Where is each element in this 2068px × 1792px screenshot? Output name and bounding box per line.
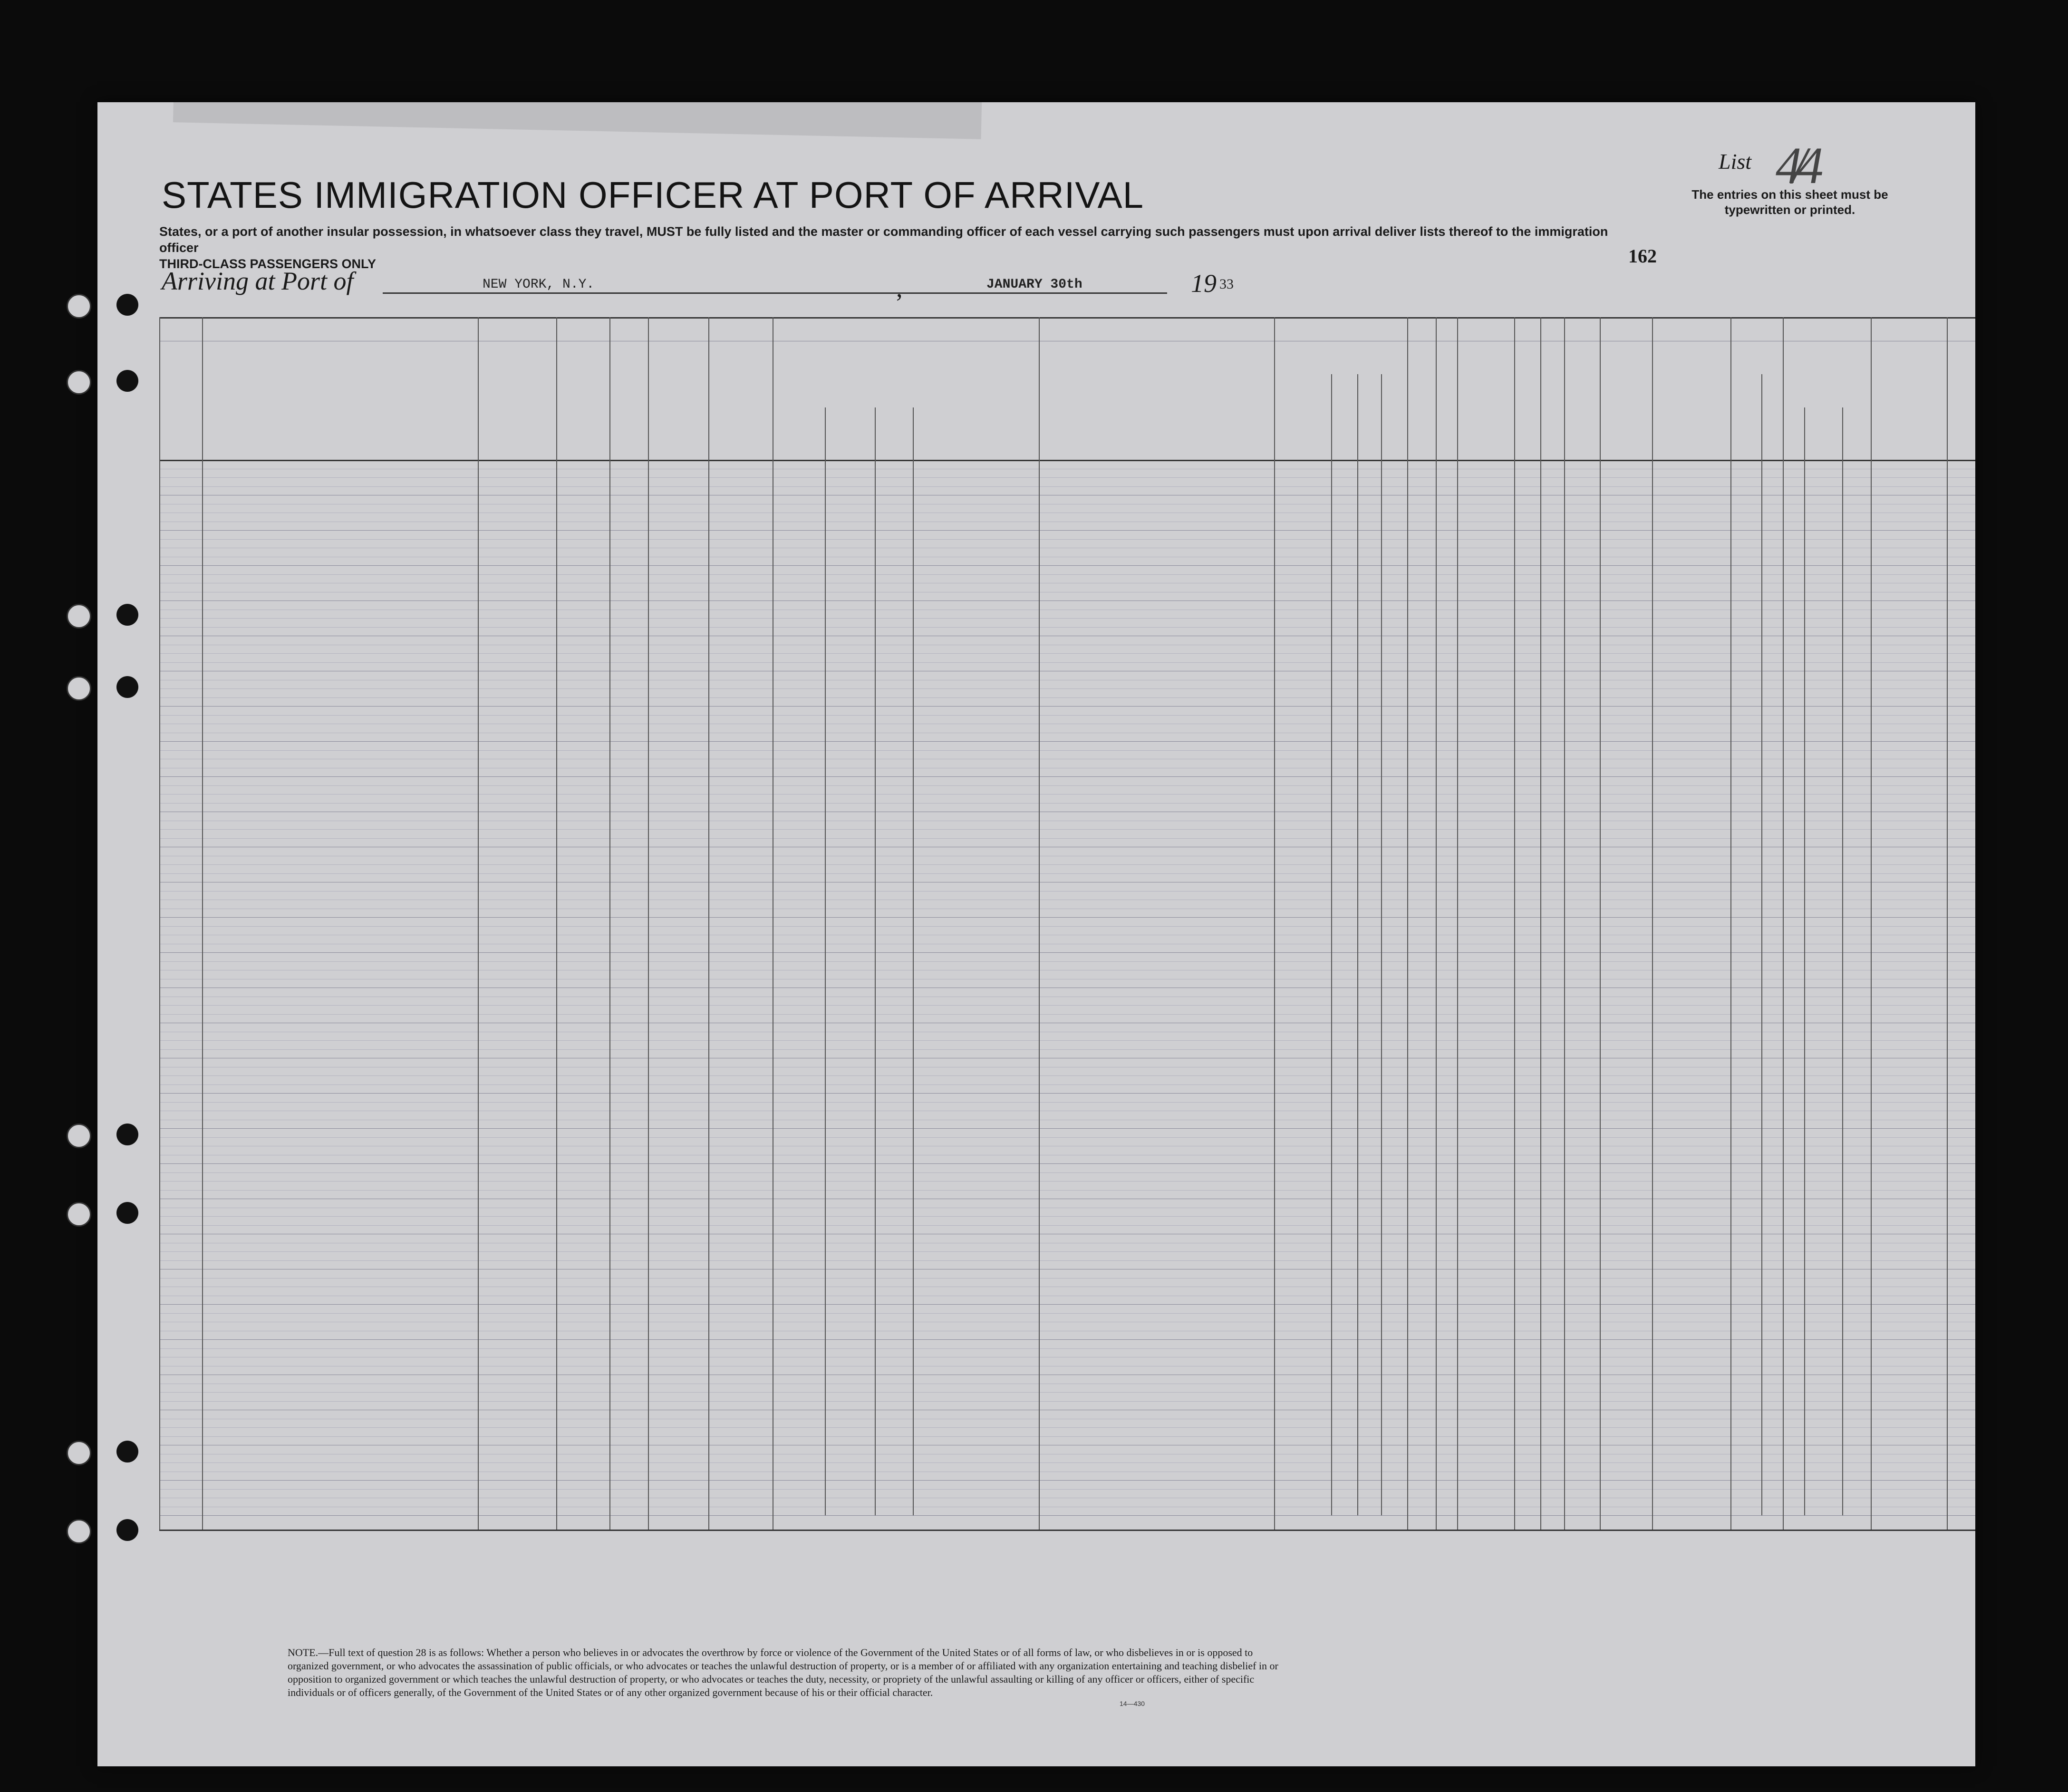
year-prefix: 19 bbox=[1191, 269, 1217, 298]
rule-row bbox=[159, 706, 1975, 707]
rule-minor bbox=[159, 486, 1975, 487]
rule-minor bbox=[159, 1260, 1975, 1261]
rule-minor bbox=[159, 1216, 1975, 1217]
binder-hole bbox=[67, 604, 91, 629]
list-label: List bbox=[1719, 149, 1752, 174]
rule-column bbox=[1783, 317, 1784, 1530]
page-title: STATES IMMIGRATION OFFICER AT PORT OF ARRIVAL bbox=[162, 174, 1144, 216]
rule-row bbox=[159, 1515, 1975, 1516]
binder-hole bbox=[67, 1202, 91, 1227]
subtitle bbox=[159, 223, 1633, 272]
rule-column bbox=[1600, 317, 1601, 1530]
binder-hole bbox=[67, 1441, 91, 1465]
subtitle-line-2: THIRD-CLASS PASSENGERS ONLY bbox=[159, 257, 377, 271]
rule-row bbox=[159, 917, 1975, 918]
rule-row bbox=[159, 776, 1975, 777]
rule-minor bbox=[159, 1392, 1975, 1393]
rule-minor bbox=[159, 864, 1975, 865]
rule-subcolumn bbox=[1761, 374, 1762, 1515]
rule-minor bbox=[159, 1313, 1975, 1314]
rule-row bbox=[159, 565, 1975, 566]
binder-hole bbox=[116, 1519, 138, 1541]
rule-minor bbox=[159, 838, 1975, 839]
rule-column bbox=[159, 317, 160, 1530]
arriving-label: Arriving at Port of bbox=[162, 267, 354, 295]
binder-hole bbox=[67, 1519, 91, 1544]
rule-minor bbox=[159, 1137, 1975, 1138]
rule-row bbox=[159, 1480, 1975, 1481]
binder-hole bbox=[67, 294, 91, 319]
rule-column bbox=[1457, 317, 1458, 1530]
manifest-table bbox=[159, 317, 1975, 1603]
rule-column bbox=[1540, 317, 1541, 1530]
rule-minor bbox=[159, 1489, 1975, 1490]
separator-comma: , bbox=[896, 274, 903, 302]
rule-subcolumn bbox=[913, 407, 914, 1515]
rule-column bbox=[1274, 317, 1275, 1530]
rule-minor bbox=[159, 688, 1975, 689]
rule-subcolumn bbox=[1730, 374, 1731, 1515]
rule-subcolumn bbox=[1357, 374, 1358, 1515]
binder-hole bbox=[116, 1202, 138, 1224]
torn-paper-edge bbox=[173, 102, 982, 139]
rule-minor bbox=[159, 627, 1975, 628]
rule-minor bbox=[159, 1251, 1975, 1252]
rule-row bbox=[159, 1128, 1975, 1129]
rule-minor bbox=[159, 873, 1975, 874]
list-number: 4/4 bbox=[1776, 136, 1814, 194]
rule-minor bbox=[159, 715, 1975, 716]
rule-minor bbox=[159, 1014, 1975, 1015]
rule-column bbox=[1652, 317, 1653, 1530]
rule-row bbox=[159, 1339, 1975, 1340]
binder-hole bbox=[116, 676, 138, 698]
subtitle-line-1: States, or a port of another insular possession, in whatsoever class they travel, MUST be fully listed and the master or commanding officer of each vessel carrying such passengers must upon arrival deliver lists thereof to the immigration officer bbox=[159, 224, 1608, 255]
binder-hole bbox=[67, 676, 91, 701]
rule-minor bbox=[159, 1102, 1975, 1103]
rule-row bbox=[159, 952, 1975, 953]
rule-minor bbox=[159, 1436, 1975, 1437]
rule-minor bbox=[159, 803, 1975, 804]
rule-bottom bbox=[159, 1530, 1975, 1531]
rule-minor bbox=[159, 653, 1975, 654]
port-value: NEW YORK, N.Y. bbox=[483, 277, 595, 292]
rule-minor bbox=[159, 1225, 1975, 1226]
rule-minor bbox=[159, 574, 1975, 575]
rule-subcolumn bbox=[875, 407, 876, 1515]
rule-row bbox=[159, 1163, 1975, 1164]
rule-minor bbox=[159, 539, 1975, 540]
binder-hole bbox=[116, 1441, 138, 1463]
rule-minor bbox=[159, 926, 1975, 927]
rule-column bbox=[1564, 317, 1565, 1530]
rule-subcolumn bbox=[1331, 374, 1332, 1515]
arrival-date: JANUARY 30th bbox=[986, 277, 1082, 292]
rule-column bbox=[708, 317, 709, 1530]
binder-hole bbox=[116, 1124, 138, 1145]
rule-minor bbox=[159, 1040, 1975, 1041]
manifest-sheet bbox=[97, 102, 1975, 1766]
rule-minor bbox=[159, 1427, 1975, 1428]
binder-hole bbox=[116, 370, 138, 392]
rule-minor bbox=[159, 1172, 1975, 1173]
rule-row bbox=[159, 1304, 1975, 1305]
rule-row bbox=[159, 1093, 1975, 1094]
rule-minor bbox=[159, 750, 1975, 751]
rule-subcolumn bbox=[1842, 407, 1843, 1515]
rule-minor bbox=[159, 1181, 1975, 1182]
rule-minor bbox=[159, 1190, 1975, 1191]
rule-column bbox=[1947, 317, 1948, 1530]
rule-top bbox=[159, 317, 1975, 319]
rule-column bbox=[609, 317, 610, 1530]
rule-subcolumn bbox=[825, 407, 826, 1515]
rule-subcolumn bbox=[1381, 374, 1382, 1515]
rule-row bbox=[159, 530, 1975, 531]
rule-minor bbox=[159, 1348, 1975, 1349]
rule-minor bbox=[159, 829, 1975, 830]
rule-minor bbox=[159, 477, 1975, 478]
sheet-number: 162 bbox=[1628, 245, 1657, 267]
sheet-note: The entries on this sheet must be typewritten or printed. bbox=[1691, 187, 1888, 217]
rule-header-bottom bbox=[159, 460, 1975, 461]
rule-column bbox=[1436, 317, 1437, 1530]
rule-minor bbox=[159, 1075, 1975, 1076]
rule-column bbox=[202, 317, 203, 1530]
rule-subcolumn bbox=[1804, 407, 1805, 1515]
year-suffix: 33 bbox=[1219, 276, 1234, 292]
rule-column bbox=[1039, 317, 1040, 1530]
footnote: NOTE.—Full text of question 28 is as follows: Whether a person who believes in or advocates the overthrow by force or violence of the Government of the United States or of all forms of law, or who disbelieves in or is opposed to organized government, or who advocates the assassination of public officials, or who advocates or teaches the unlawful destruction of property, or is a member of or affiliated with any organization entertaining and teaching disbelief in or opposition to organized government or which teaches the unlawful destruction of property, or who advocates or teaches the duty, necessity, or propriety of the unlawful assaulting or killing of any officer or officers, either of specific individuals or of officers generally, of the Government of the United States or of any other organized government because of his or their official character. bbox=[288, 1647, 1278, 1698]
binder-hole bbox=[116, 294, 138, 316]
binder-hole bbox=[116, 604, 138, 626]
rule-column bbox=[1514, 317, 1515, 1530]
rule-minor bbox=[159, 785, 1975, 786]
rule-row bbox=[159, 741, 1975, 742]
rule-minor bbox=[159, 1278, 1975, 1279]
rule-column bbox=[556, 317, 557, 1530]
rule-column bbox=[1407, 317, 1408, 1530]
rule-minor bbox=[159, 961, 1975, 962]
port-underline bbox=[383, 292, 1167, 294]
rule-minor bbox=[159, 1401, 1975, 1402]
rule-column bbox=[1871, 317, 1872, 1530]
rule-minor bbox=[159, 1049, 1975, 1050]
rule-minor bbox=[159, 1005, 1975, 1006]
rule-minor bbox=[159, 662, 1975, 663]
binder-hole bbox=[67, 1124, 91, 1148]
rule-column bbox=[478, 317, 479, 1530]
rule-minor bbox=[159, 697, 1975, 698]
form-code: 14—430 bbox=[1120, 1700, 1145, 1707]
rule-column bbox=[648, 317, 649, 1530]
binder-hole bbox=[67, 370, 91, 395]
rule-minor bbox=[159, 618, 1975, 619]
